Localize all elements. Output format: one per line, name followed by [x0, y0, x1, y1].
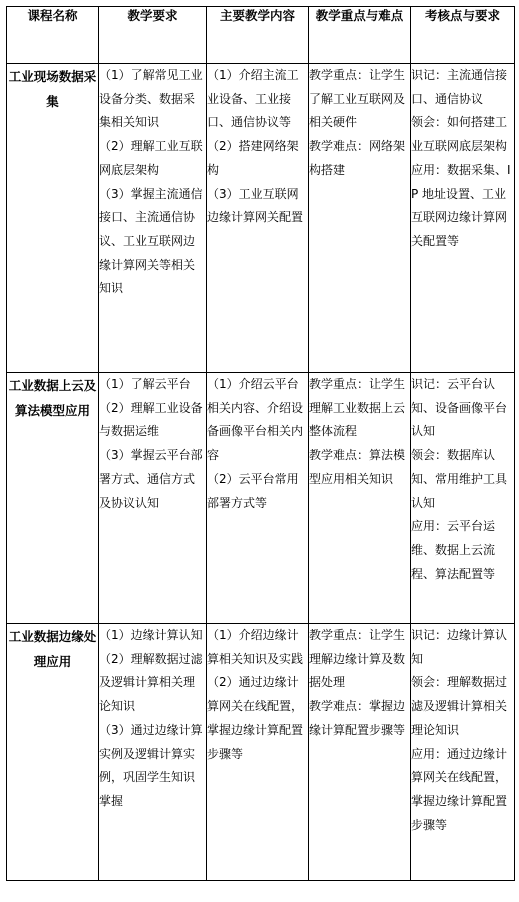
- header-course-name: 课程名称: [7, 7, 99, 64]
- requirement-item: （3）掌握云平台部署方式、通信方式及协议认知: [99, 448, 203, 510]
- content-item: （2）通过边缘计算网关在线配置，掌握边缘计算配置步骤等: [207, 675, 304, 761]
- key-points-cell: [309, 624, 411, 881]
- assessment-item: 识记：边缘计算认知: [411, 628, 508, 666]
- requirement-item: （3）掌握主流通信接口、主流通信协议、工业互联网边缘计算网关等相关知识: [99, 186, 203, 296]
- assessment-item: 应用：云平台运维、数据上云流程、算法配置等: [411, 519, 496, 581]
- key-point-item: 教学重点：让学生了解工业互联网及相关硬件: [309, 68, 406, 130]
- assessment-item: 识记：主流通信接口、通信协议: [411, 68, 508, 106]
- content-item: （1）介绍边缘计算相关知识及实践: [207, 628, 304, 666]
- header-assessment: 考核点与要求: [411, 7, 515, 64]
- key-points-cell: [309, 64, 411, 373]
- assessment-cell: [411, 624, 515, 881]
- assessment-item: 领会：如何搭建工业互联网底层架构: [411, 115, 508, 154]
- assessment-item: 识记：云平台认知、设备画像平台认知: [411, 377, 508, 439]
- assessment-cell: [411, 373, 515, 624]
- content-item: （1）介绍主流工业设备、工业接口、通信协议等: [207, 68, 299, 130]
- key-point-item: 教学难点：算法模型应用相关知识: [309, 448, 406, 486]
- requirements-cell: [99, 64, 207, 373]
- table-row: [7, 624, 515, 881]
- requirement-item: （1）了解常见工业设备分类、数据采集相关知识: [99, 68, 203, 130]
- course-name-cell: [7, 624, 99, 881]
- assessment-item: 领会：数据库认知、常用维护工具认知: [411, 448, 508, 510]
- assessment-item: 应用：通过边缘计算网关在线配置，掌握边缘计算配置步骤等: [411, 746, 508, 832]
- header-content: 主要教学内容: [207, 7, 309, 64]
- key-points-cell: [309, 373, 411, 624]
- content-item: （1）介绍云平台相关内容、介绍设备画像平台相关内容: [207, 377, 304, 463]
- header-key-points: 教学重点与难点: [309, 7, 411, 64]
- content-cell: [207, 624, 309, 881]
- header-requirements: 教学要求: [99, 7, 207, 64]
- requirements-cell: [99, 624, 207, 881]
- requirement-item: （2）理解数据过滤及逻辑计算相关理论知识: [99, 651, 203, 714]
- content-cell: [207, 373, 309, 624]
- assessment-item: 应用：数据采集、IP 地址设置、工业互联网边缘计算网关配置等: [411, 162, 511, 248]
- course-name-cell: [7, 64, 99, 373]
- requirements-cell: [99, 373, 207, 624]
- requirement-item: （1）边缘计算认知: [99, 628, 203, 642]
- header-row: [7, 7, 515, 64]
- content-item: （3）工业互联网边缘计算网关配置: [207, 186, 304, 225]
- course-name: 工业现场数据采集: [8, 69, 97, 109]
- key-point-item: 教学难点：掌握边缘计算配置步骤等: [309, 699, 406, 737]
- assessment-cell: [411, 64, 515, 373]
- requirement-item: （3）通过边缘计算实例及逻辑计算实例，巩固学生知识掌握: [99, 722, 203, 808]
- requirement-item: （2）理解工业设备与数据运维: [99, 400, 203, 439]
- requirement-item: （2）理解工业互联网底层架构: [99, 139, 203, 177]
- content-item: （2）云平台常用部署方式等: [207, 471, 299, 510]
- table-row: [7, 373, 515, 624]
- requirement-item: （1）了解云平台: [99, 377, 191, 391]
- key-point-item: 教学重点：让学生理解边缘计算及数据处理: [309, 628, 406, 690]
- key-point-item: 教学难点：网络架构搭建: [309, 139, 406, 177]
- course-name: 工业数据边缘处理应用: [8, 629, 97, 669]
- table-row: [7, 64, 515, 373]
- course-name-cell: [7, 373, 99, 624]
- course-table: [6, 6, 515, 881]
- course-name: 工业数据上云及算法模型应用: [8, 378, 97, 418]
- content-cell: [207, 64, 309, 373]
- content-item: （2）搭建网络架构: [207, 139, 299, 177]
- key-point-item: 教学重点：让学生理解工业数据上云整体流程: [309, 377, 406, 439]
- assessment-item: 领会：理解数据过滤及逻辑计算相关理论知识: [411, 675, 508, 737]
